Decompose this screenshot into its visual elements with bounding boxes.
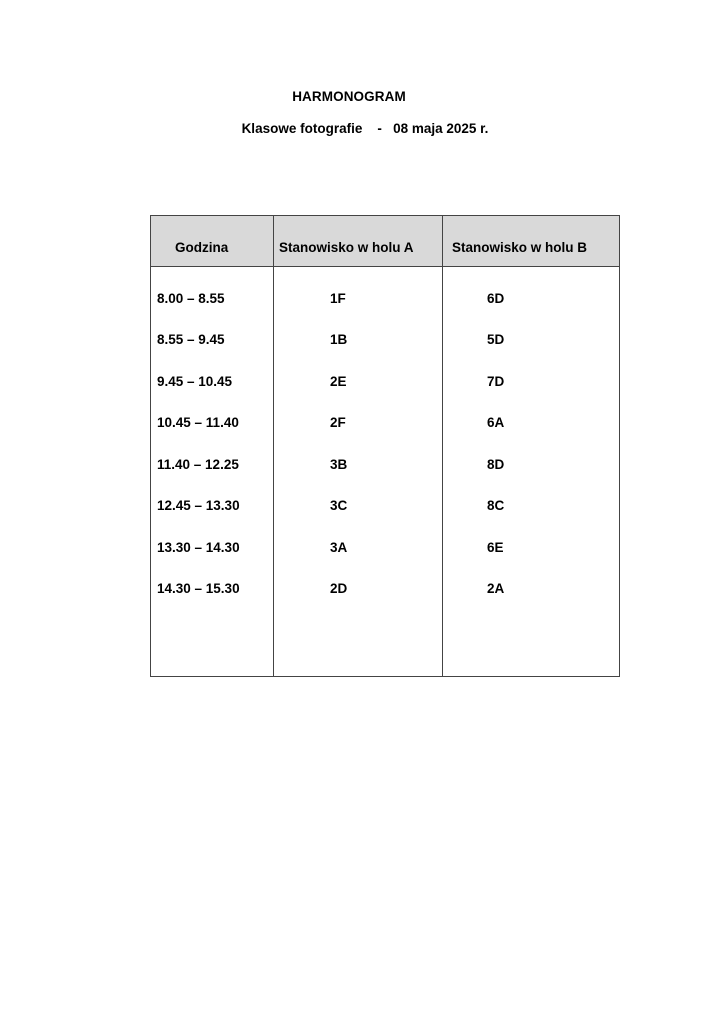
- hall-b-cell: 8C: [487, 498, 505, 513]
- table-row: [151, 457, 619, 477]
- header-time: Godzina: [175, 240, 229, 255]
- document-title: HARMONOGRAM: [292, 89, 406, 104]
- hall-b-cell: 2A: [487, 581, 505, 596]
- time-cell: 10.45 – 11.40: [157, 415, 239, 430]
- table-row: [151, 498, 619, 518]
- hall-b-cell: 8D: [487, 457, 505, 472]
- column-divider: [442, 216, 443, 676]
- table-header-row: [151, 216, 619, 267]
- hall-a-cell: 1B: [330, 332, 348, 347]
- hall-a-cell: 3B: [330, 457, 348, 472]
- hall-a-cell: 2F: [330, 415, 346, 430]
- hall-b-cell: 6D: [487, 291, 505, 306]
- header-hall-a: Stanowisko w holu A: [279, 240, 414, 255]
- hall-a-cell: 1F: [330, 291, 346, 306]
- table-row: [151, 291, 619, 311]
- time-cell: 12.45 – 13.30: [157, 498, 240, 513]
- hall-a-cell: 3A: [330, 540, 348, 555]
- table-row: [151, 332, 619, 352]
- header-hall-b: Stanowisko w holu B: [452, 240, 588, 255]
- hall-b-cell: 7D: [487, 374, 505, 389]
- table-row: [151, 540, 619, 560]
- time-cell: 9.45 – 10.45: [157, 374, 233, 389]
- table-row: [151, 581, 619, 601]
- time-cell: 8.55 – 9.45: [157, 332, 225, 347]
- hall-a-cell: 3C: [330, 498, 348, 513]
- document-subtitle: Klasowe fotografie - 08 maja 2025 r.: [241, 121, 489, 136]
- time-cell: 8.00 – 8.55: [157, 291, 225, 306]
- time-cell: 13.30 – 14.30: [157, 540, 240, 555]
- table-row: [151, 374, 619, 394]
- schedule-table: [150, 215, 620, 677]
- hall-a-cell: 2E: [330, 374, 347, 389]
- time-cell: 11.40 – 12.25: [157, 457, 239, 472]
- time-cell: 14.30 – 15.30: [157, 581, 240, 596]
- hall-a-cell: 2D: [330, 581, 348, 596]
- hall-b-cell: 6A: [487, 415, 505, 430]
- table-row: [151, 415, 619, 435]
- hall-b-cell: 6E: [487, 540, 504, 555]
- column-divider: [273, 216, 274, 676]
- hall-b-cell: 5D: [487, 332, 505, 347]
